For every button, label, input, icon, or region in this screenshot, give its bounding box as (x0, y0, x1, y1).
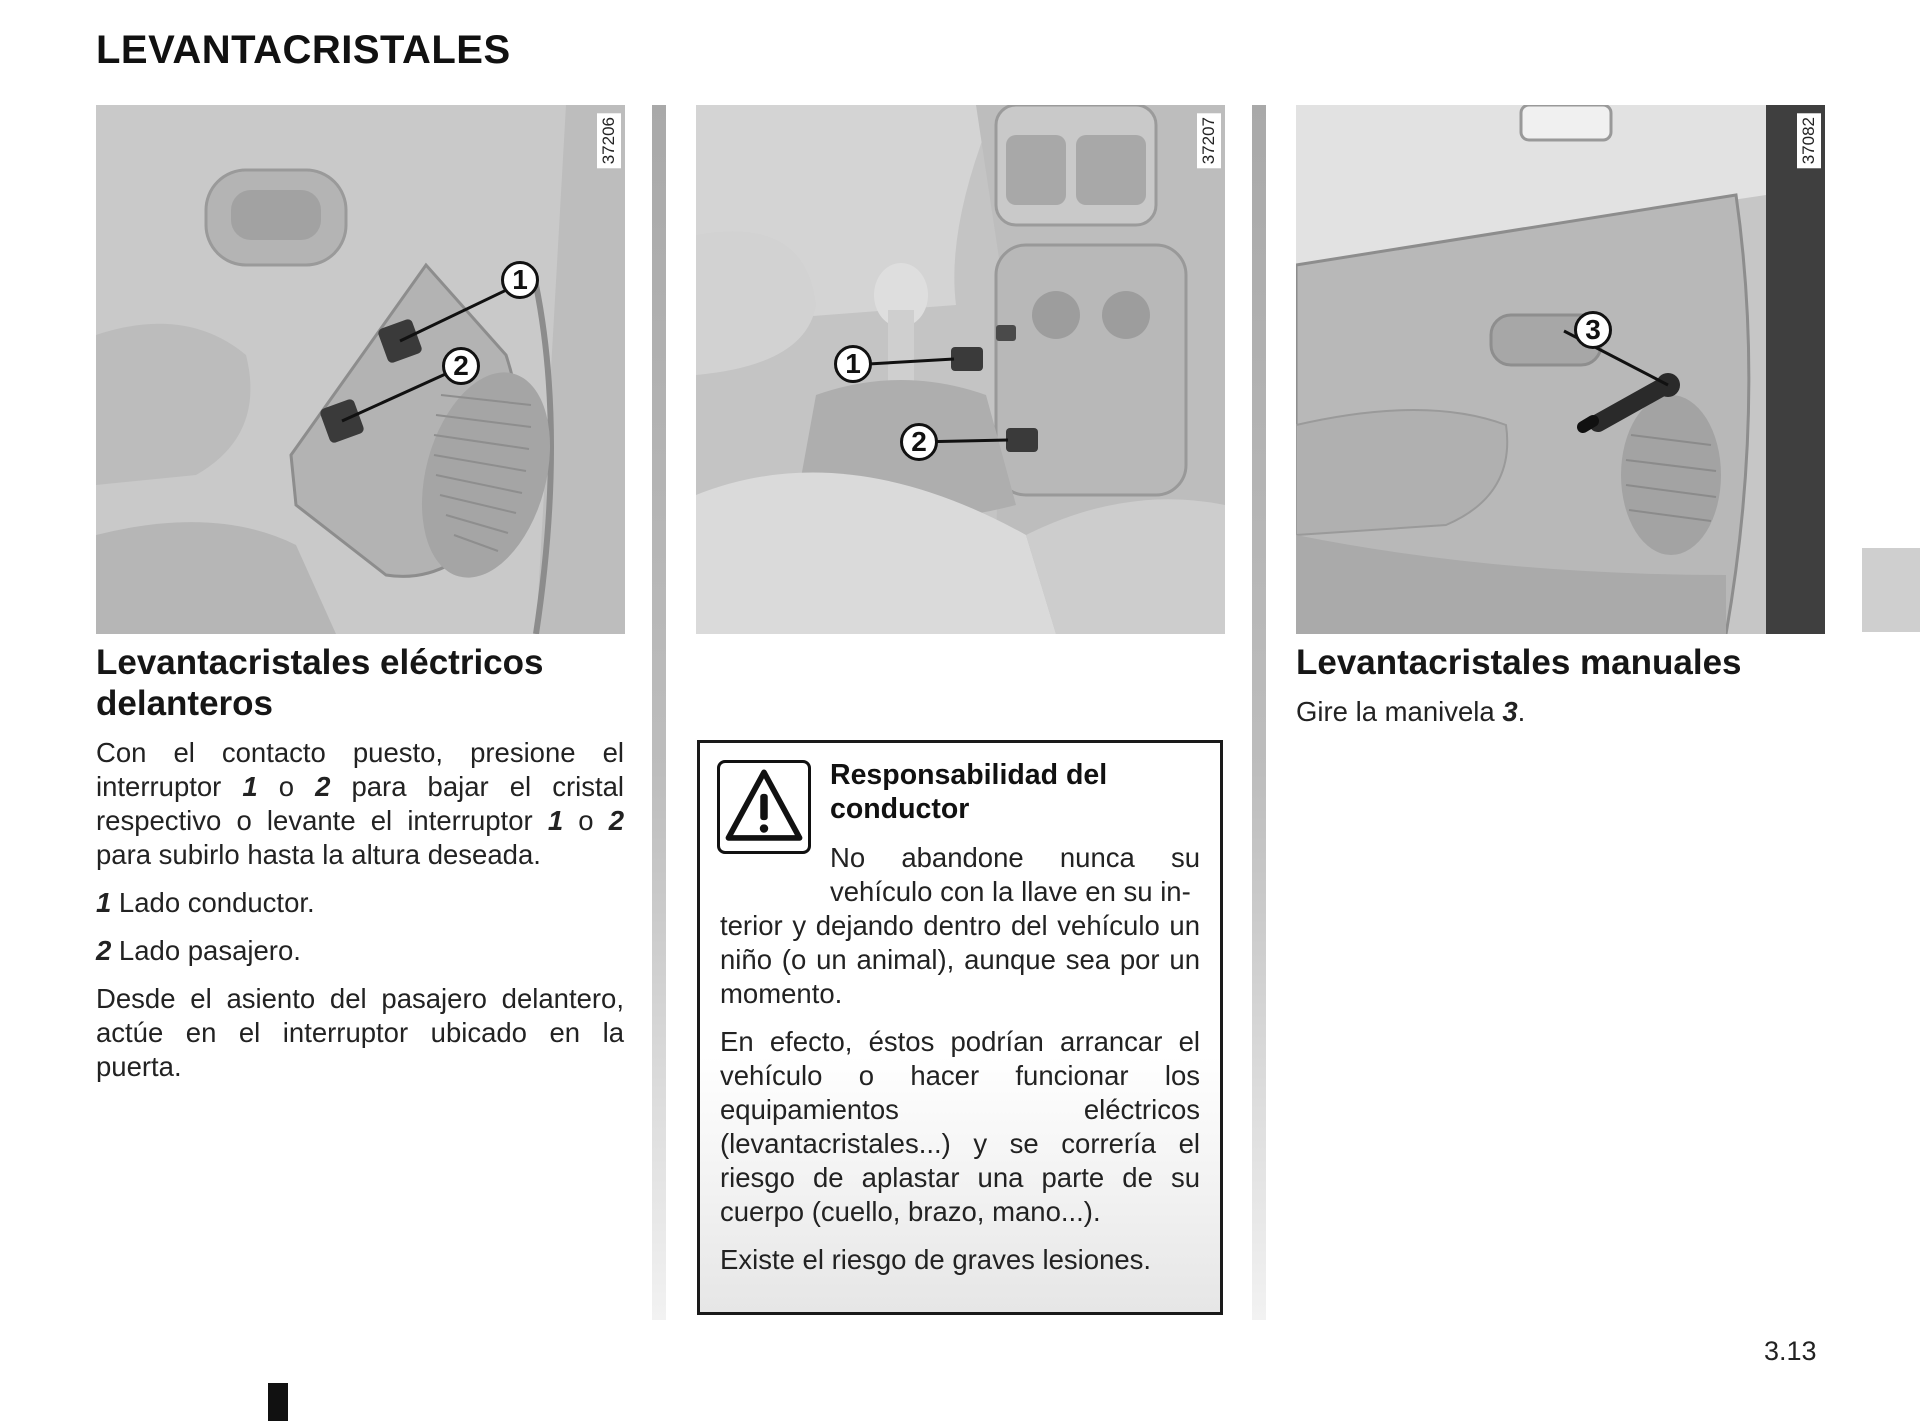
warning-triangle-icon (717, 760, 811, 854)
manual-windows-heading: Levantacristales manuales (1296, 643, 1742, 682)
column-divider (652, 105, 666, 1320)
figure-manual-crank (1296, 105, 1825, 634)
list-item-passenger: 2 Lado pasajero. (96, 935, 301, 966)
warning-paragraph-2: En efecto, éstos podrían arrancar el vehículo o hacer funcionar los equipamientos eléctricos (levantacristales...) y se correría el riesgo de aplastar una parte de su cuerpo (cuello, brazo, mano...). (720, 1026, 1200, 1227)
console-illustration (696, 105, 1225, 634)
chapter-tab (1862, 548, 1920, 632)
callout-2: 2 (900, 423, 938, 461)
door-panel-illustration (96, 105, 625, 634)
column-divider (1252, 105, 1266, 1320)
driver-responsibility-warning (697, 740, 1223, 1315)
crop-mark (268, 1383, 288, 1421)
warning-title: Responsabilidad del conductor (830, 759, 1108, 825)
page-title: LEVANTACRISTALES (96, 28, 511, 72)
manual-windows-text (1296, 695, 1824, 743)
warning-body (720, 841, 1200, 1291)
callout-1: 1 (834, 345, 872, 383)
callout-1: 1 (501, 261, 539, 299)
figure-door-switches (96, 105, 625, 634)
figure-code: 37206 (597, 113, 621, 168)
figure-console-switches (696, 105, 1225, 634)
figure-code: 37082 (1797, 113, 1821, 168)
figure-code: 37207 (1197, 113, 1221, 168)
passenger-paragraph: Desde el asiento del pasajero delantero, actúe en el interruptor ubicado en la puerta. (96, 983, 624, 1082)
door-crank-illustration (1296, 105, 1825, 634)
warning-paragraph-1: No abandone nunca su vehículo con la llave en su in- terior y dejando dentro del vehículo un niño (o un animal), aunque sea por un momento. (720, 842, 1200, 1009)
instructions-paragraph: Con el contacto puesto, presione el interruptor 1 o 2 para bajar el cristal respectivo o levante el interruptor 1 o 2 para subirlo hasta la altura deseada. (96, 737, 625, 870)
electric-windows-heading: Levantacristales eléctricos delanteros (96, 643, 544, 723)
electric-windows-text (96, 736, 624, 1098)
list-item-driver: 1 Lado conductor. (96, 887, 315, 918)
page-number: 3.13 (1764, 1336, 1817, 1366)
crank-instruction: Gire la manivela 3. (1296, 696, 1526, 727)
warning-paragraph-3: Existe el riesgo de graves lesiones. (720, 1244, 1152, 1275)
callout-2: 2 (442, 347, 480, 385)
callout-3: 3 (1574, 311, 1612, 349)
